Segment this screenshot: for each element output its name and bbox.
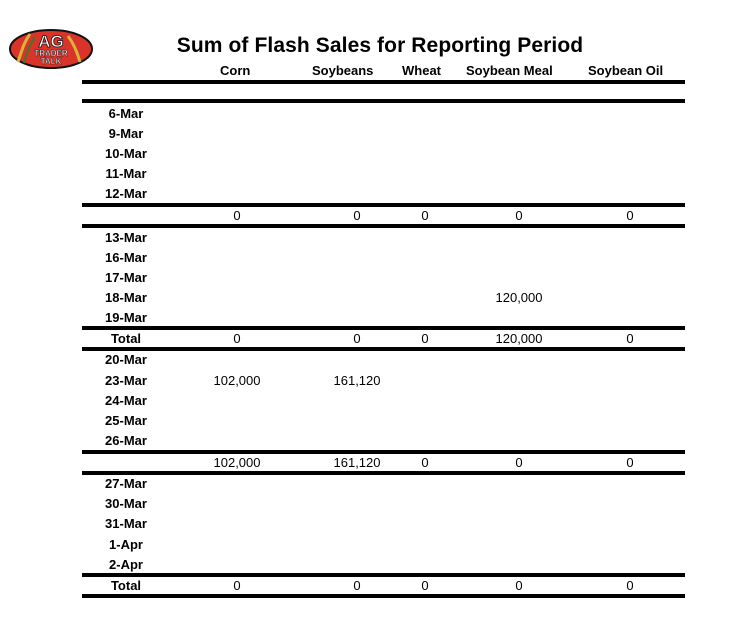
- date-label: 20-Mar: [105, 352, 147, 367]
- subtotal-soybeans: 161,120: [333, 455, 381, 470]
- column-header-soybeans: Soybeans: [312, 63, 374, 78]
- date-label: 11-Mar: [105, 166, 147, 181]
- total-soybean-meal: 120,000: [495, 331, 543, 346]
- section-rule: [82, 99, 685, 103]
- total-wheat: 0: [421, 578, 429, 593]
- total-label: Total: [110, 578, 142, 593]
- value-soybeans: 161,120: [333, 373, 381, 388]
- total-rule-top: [82, 573, 685, 577]
- total-rule-top: [82, 326, 685, 330]
- subtotal-soybean-oil: 0: [626, 208, 634, 223]
- total-soybean-oil: 0: [626, 578, 634, 593]
- subtotal-rule-top: [82, 203, 685, 207]
- subtotal-soybean-oil: 0: [626, 455, 634, 470]
- total-corn: 0: [233, 331, 241, 346]
- subtotal-rule-bottom: [82, 224, 685, 228]
- report-title: Sum of Flash Sales for Reporting Period: [176, 34, 584, 57]
- date-label: 30-Mar: [105, 496, 147, 511]
- column-header-soybean-oil: Soybean Oil: [588, 63, 664, 78]
- ag-trader-talk-logo: [8, 28, 94, 70]
- date-label: 17-Mar: [105, 270, 147, 285]
- subtotal-soybean-meal: 0: [515, 208, 523, 223]
- date-label: 24-Mar: [105, 393, 147, 408]
- column-header-soybean-meal: Soybean Meal: [466, 63, 553, 78]
- subtotal-rule-bottom: [82, 471, 685, 475]
- logo-text-ag: AG: [38, 32, 64, 51]
- date-label: 25-Mar: [105, 413, 147, 428]
- total-rule-bottom: [82, 347, 685, 351]
- total-corn: 0: [233, 578, 241, 593]
- subtotal-wheat: 0: [421, 208, 429, 223]
- total-soybeans: 0: [353, 331, 361, 346]
- subtotal-wheat: 0: [421, 455, 429, 470]
- total-rule-bottom: [82, 594, 685, 598]
- date-label: 26-Mar: [105, 433, 147, 448]
- subtotal-soybean-meal: 0: [515, 455, 523, 470]
- date-label: 2-Apr: [109, 557, 143, 572]
- column-header-wheat: Wheat: [402, 63, 441, 78]
- subtotal-rule-top: [82, 450, 685, 454]
- total-label: Total: [110, 331, 142, 346]
- date-label: 19-Mar: [105, 310, 147, 325]
- column-header-corn: Corn: [220, 63, 251, 78]
- date-label: 9-Mar: [108, 126, 144, 141]
- subtotal-soybeans: 0: [353, 208, 361, 223]
- date-label: 16-Mar: [105, 250, 147, 265]
- total-soybeans: 0: [353, 578, 361, 593]
- total-soybean-meal: 0: [515, 578, 523, 593]
- total-wheat: 0: [421, 331, 429, 346]
- date-label: 1-Apr: [109, 537, 143, 552]
- date-label: 31-Mar: [105, 516, 147, 531]
- value-soybean-meal: 120,000: [495, 290, 543, 305]
- date-label: 23-Mar: [105, 373, 147, 388]
- value-corn: 102,000: [213, 373, 261, 388]
- date-label: 12-Mar: [105, 186, 147, 201]
- date-label: 27-Mar: [105, 476, 147, 491]
- date-label: 10-Mar: [105, 146, 147, 161]
- logo-text-talk: TALK: [40, 57, 62, 66]
- date-label: 6-Mar: [108, 106, 144, 121]
- subtotal-corn: 102,000: [213, 455, 261, 470]
- logo-text-trader: TRADER: [34, 49, 68, 58]
- total-soybean-oil: 0: [626, 331, 634, 346]
- header-rule: [82, 80, 685, 84]
- subtotal-corn: 0: [233, 208, 241, 223]
- date-label: 18-Mar: [105, 290, 147, 305]
- date-label: 13-Mar: [105, 230, 147, 245]
